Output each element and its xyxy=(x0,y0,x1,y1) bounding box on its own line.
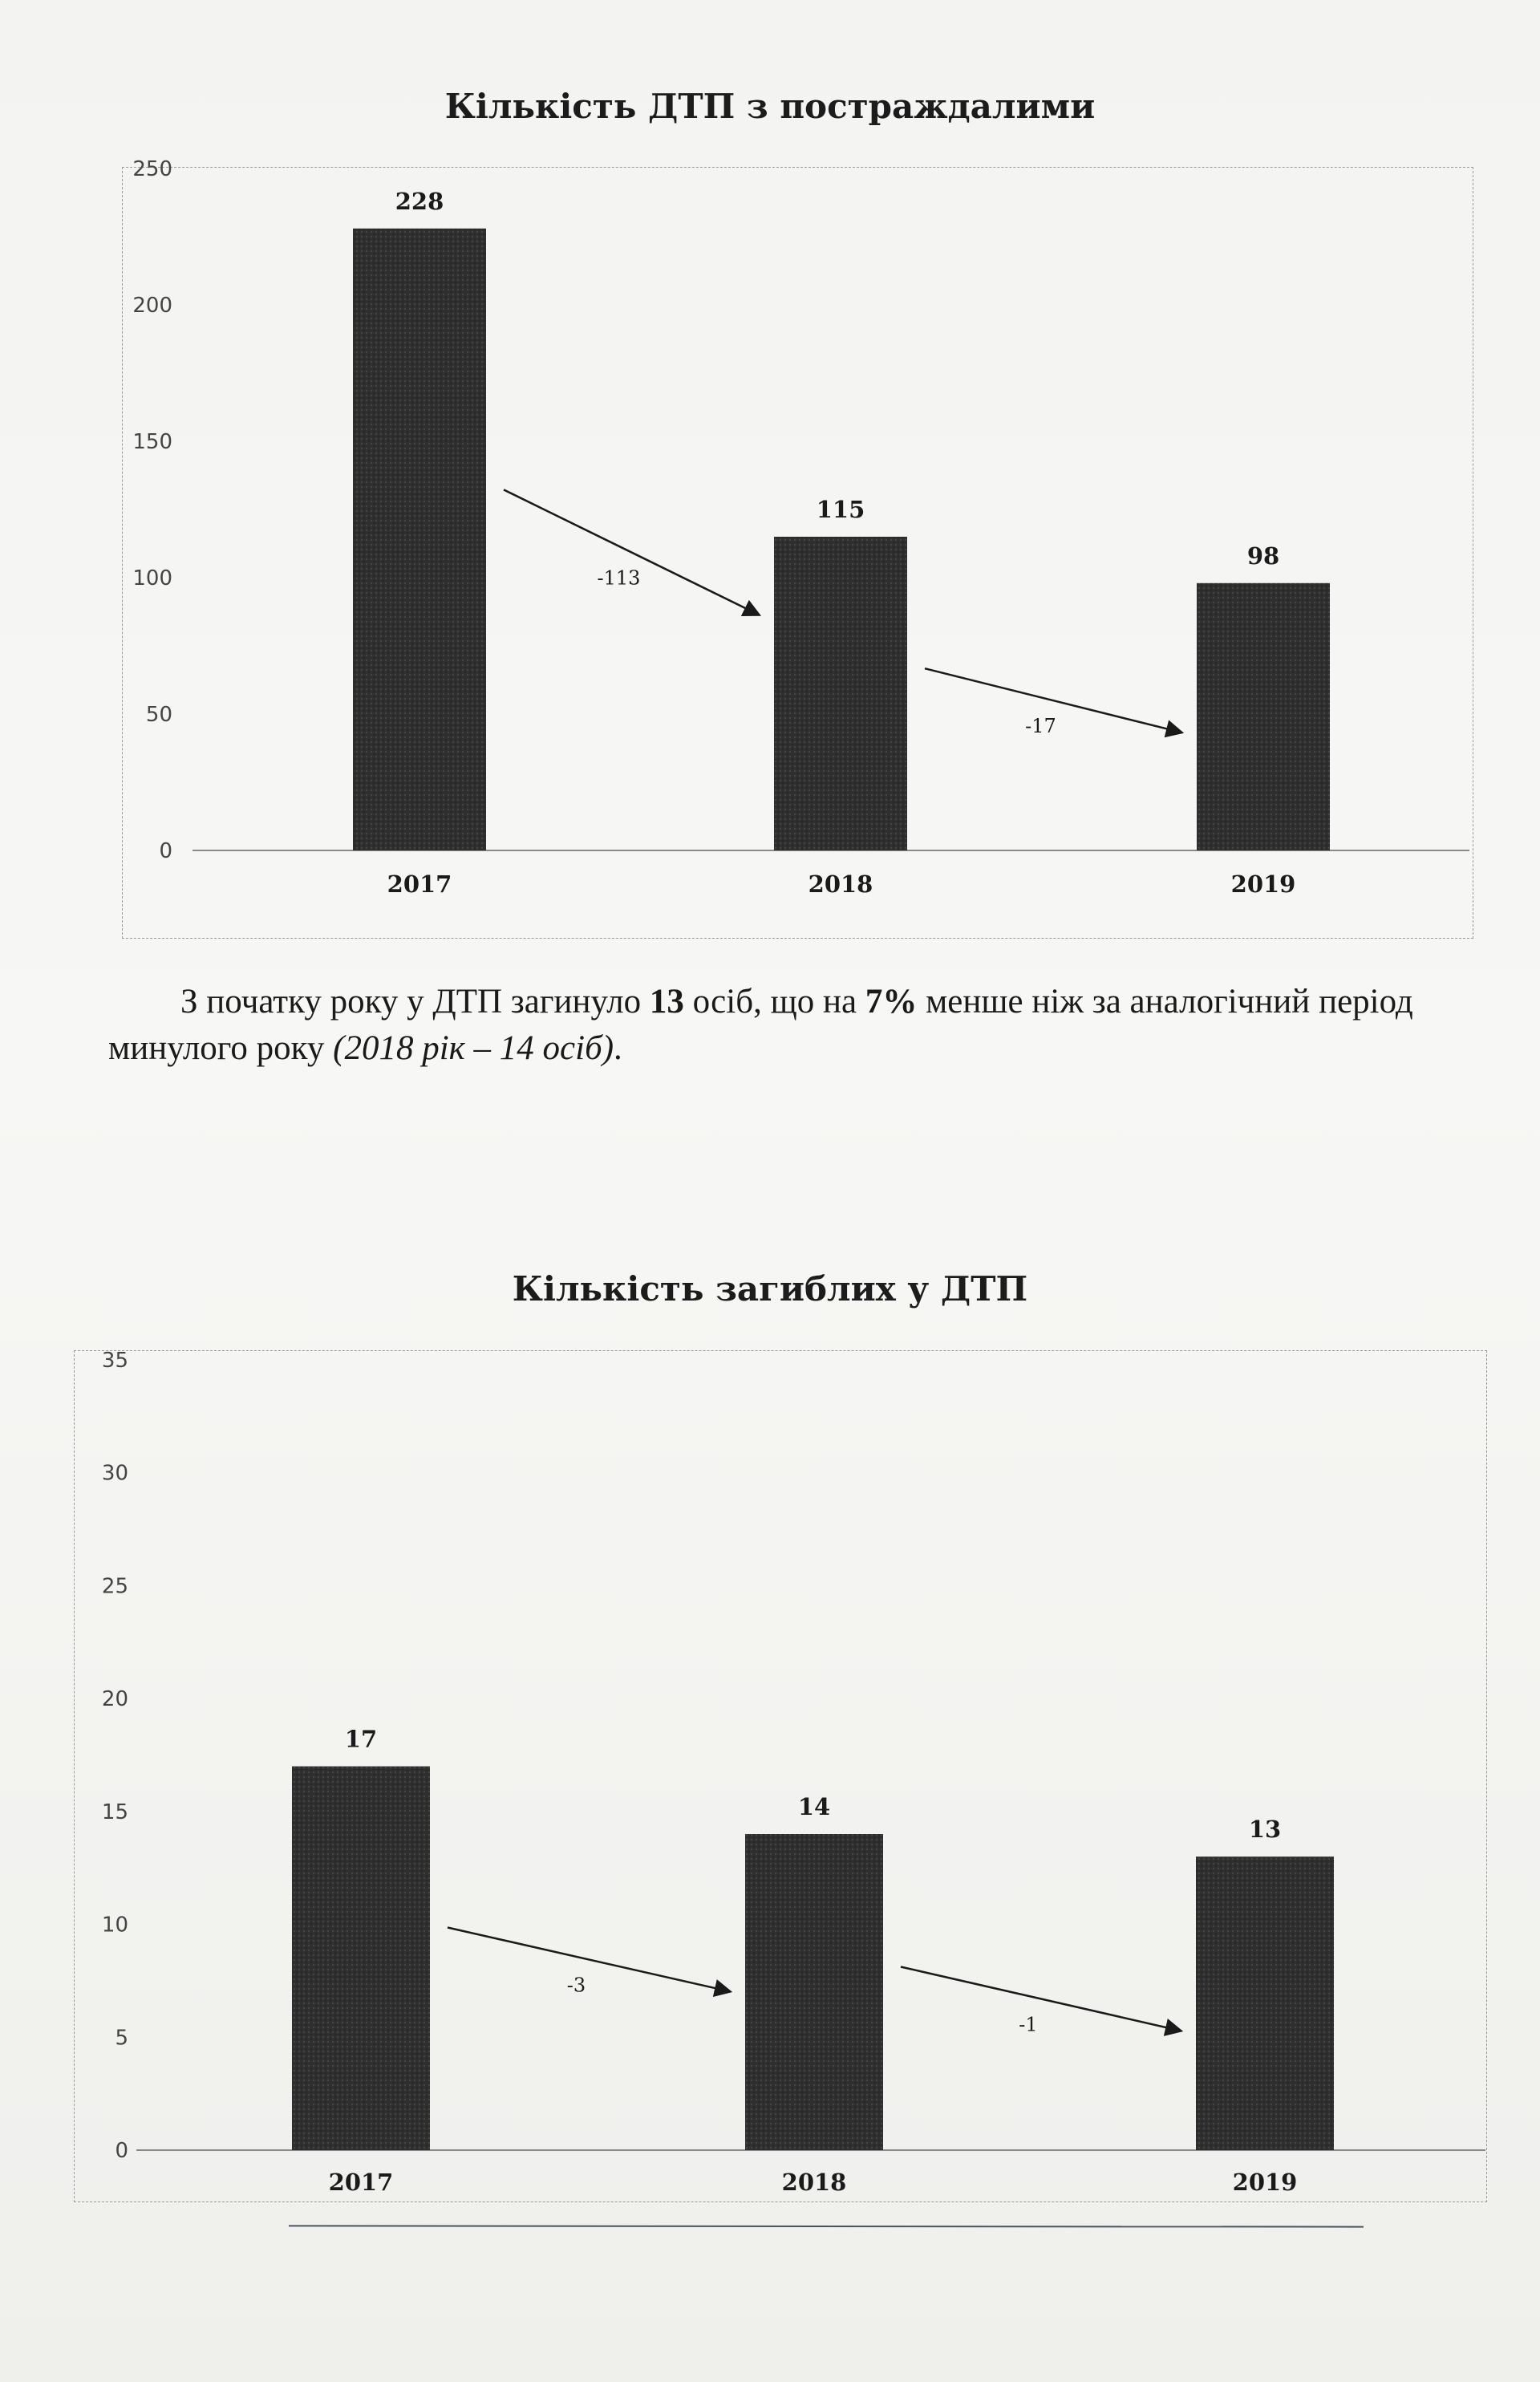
chart2-data-label-2017: 17 xyxy=(344,1725,378,1753)
paragraph-text-4: . xyxy=(614,1029,622,1067)
paragraph-text-1: З початку року у ДТП загинуло xyxy=(180,983,650,1021)
chart2-change-label: -3 xyxy=(566,1974,586,1997)
chart1-category-label-2018: 2018 xyxy=(808,870,873,898)
paragraph-bold-percent: 7% xyxy=(865,983,918,1021)
chart1-category-label-2017: 2017 xyxy=(387,870,452,898)
paragraph-bold-count: 13 xyxy=(649,983,684,1021)
chart2-ytick-label: 35 xyxy=(101,1349,128,1373)
chart2-ytick-label: 25 xyxy=(101,1574,128,1599)
chart1-ytick-label: 0 xyxy=(159,839,172,863)
paragraph-text-3: менше ніж за аналогічний період минулого року xyxy=(108,983,1413,1067)
chart1-category-label-2019: 2019 xyxy=(1230,870,1296,898)
chart2-bar-2018 xyxy=(745,1834,883,2150)
chart1-ytick-label: 100 xyxy=(132,566,172,590)
chart2-bar-2017 xyxy=(292,1767,430,2150)
chart2-change-arrow xyxy=(901,1966,1181,2031)
chart2-category-label-2019: 2019 xyxy=(1232,2169,1298,2196)
chart2-ytick-label: 20 xyxy=(101,1687,128,1712)
chart1-title: Кількість ДТП з постраждалими xyxy=(444,87,1096,126)
chart1-data-label-2019: 98 xyxy=(1246,542,1280,570)
chart1-data-label-2018: 115 xyxy=(816,496,865,523)
chart2-ytick-label: 5 xyxy=(115,2026,128,2051)
chart2-change-arrow xyxy=(448,1928,731,1992)
chart2-data-label-2019: 13 xyxy=(1248,1816,1282,1844)
chart1-ytick-label: 250 xyxy=(132,157,172,181)
chart2-category-label-2018: 2018 xyxy=(781,2169,847,2196)
chart2-ytick-label: 0 xyxy=(115,2139,128,2163)
chart1-change-label: -113 xyxy=(597,566,641,590)
chart1-ytick-label: 150 xyxy=(132,430,172,454)
chart2-ytick-label: 10 xyxy=(101,1913,128,1938)
chart2-data-label-2018: 14 xyxy=(797,1793,831,1820)
paragraph-italic-note: (2018 рік – 14 осіб) xyxy=(333,1029,614,1067)
chart2-ytick-label: 15 xyxy=(101,1800,128,1824)
chart2-ytick-label: 30 xyxy=(101,1461,128,1486)
chart2-change-label: -1 xyxy=(1019,2013,1038,2036)
chart2-title: Кількість загиблих у ДТП xyxy=(512,1269,1028,1309)
chart2-bar-2019 xyxy=(1196,1856,1334,2150)
paragraph-text-2: осіб, що на xyxy=(683,983,865,1021)
chart1-data-label-2017: 228 xyxy=(395,187,444,215)
chart1-change-label: -17 xyxy=(1025,715,1056,738)
chart2-category-label-2017: 2017 xyxy=(328,2169,394,2196)
chart1-ytick-label: 200 xyxy=(132,294,172,318)
chart1-ytick-label: 50 xyxy=(145,703,172,727)
